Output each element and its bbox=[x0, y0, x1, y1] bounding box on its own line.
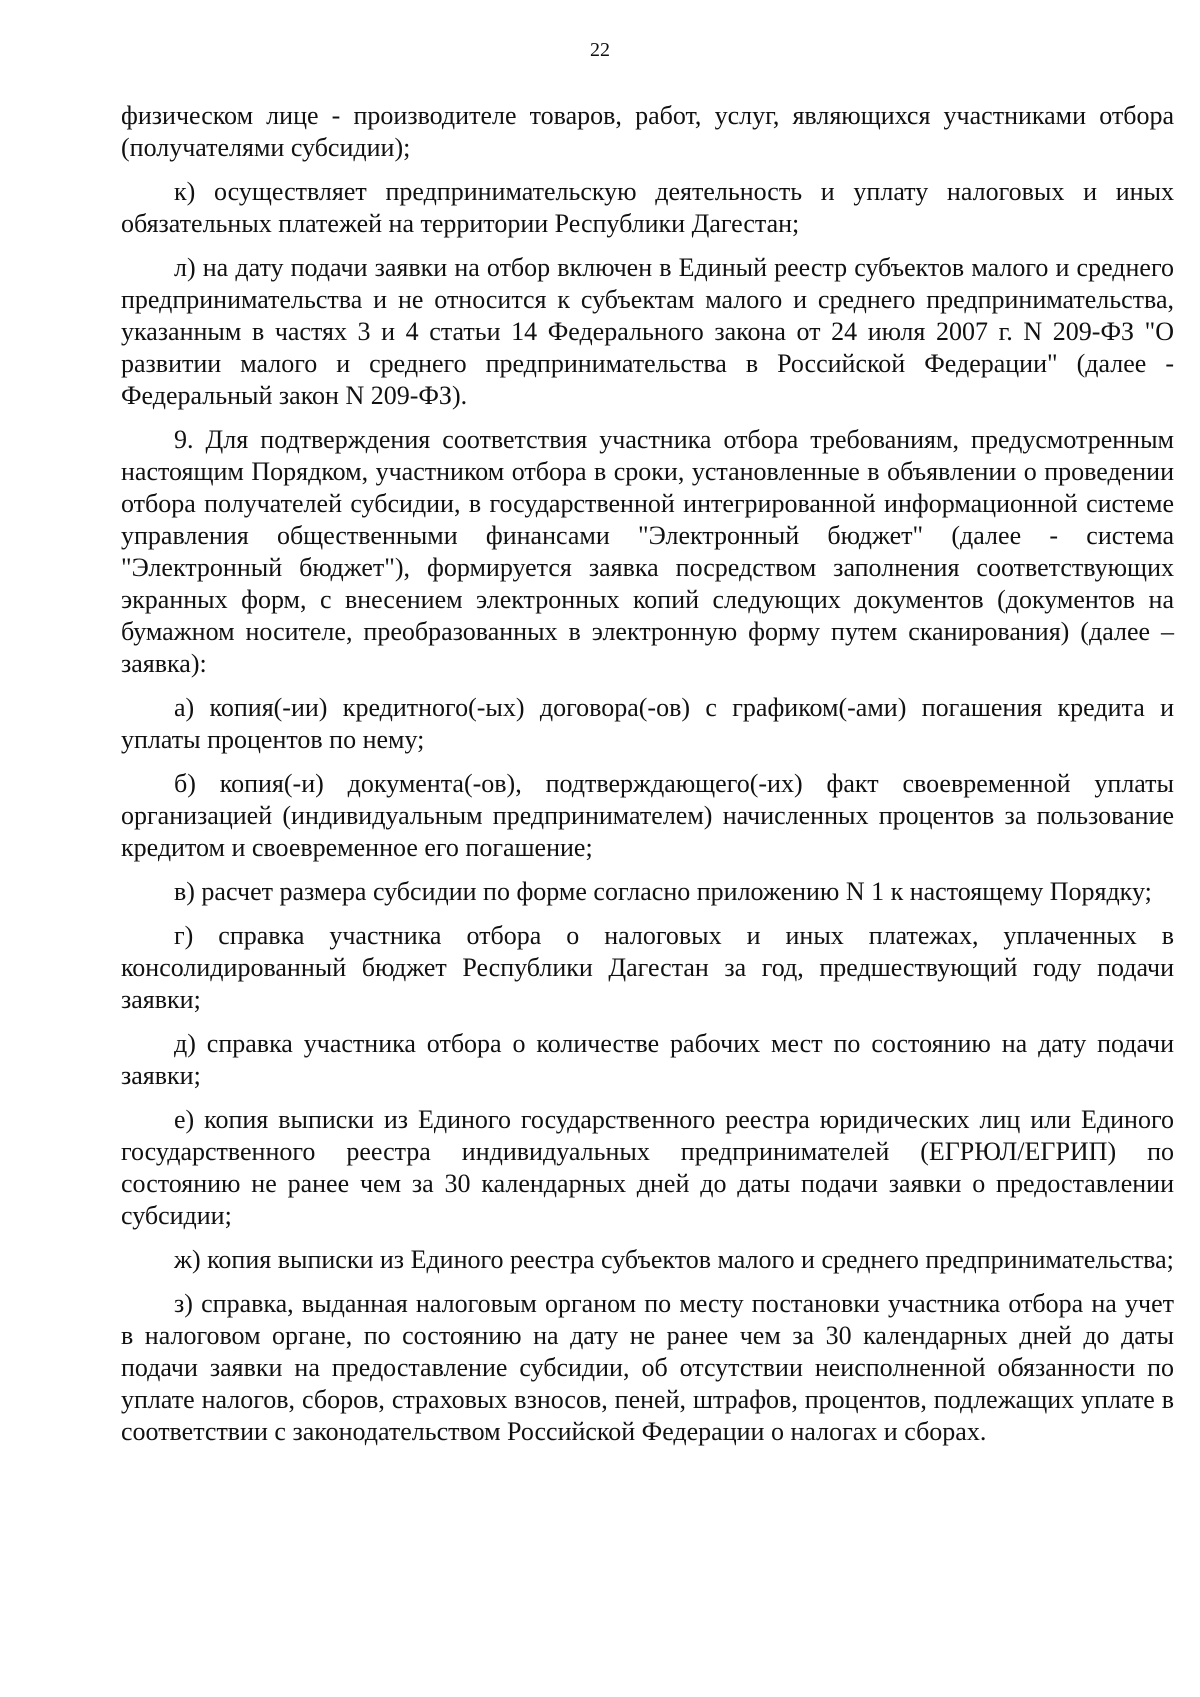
paragraph-item-e: е) копия выписки из Единого государственного реестра юридических лиц или Единого государственного реестра индивидуальных предпринимателей (ЕГРЮЛ/ЕГРИП) по состоянию не ранее чем за 30 календарных дней до даты подачи заявки о предоставлении субсидии; bbox=[121, 1105, 1174, 1230]
paragraph-item-zh: ж) копия выписки из Единого реестра субъектов малого и среднего предпринимательства; bbox=[174, 1245, 1174, 1274]
paragraph-item-b: б) копия(-и) документа(-ов), подтверждающего(-их) факт своевременной уплаты организацией (индивидуальным предпринимателем) начисленных процентов за пользование кредитом и своевременное его погашение; bbox=[121, 769, 1174, 862]
paragraph-item-l: л) на дату подачи заявки на отбор включен в Единый реестр субъектов малого и среднего предпринимательства и не относится к субъектам малого и среднего предпринимательства, указанным в частях 3 и 4 статьи 14 Федерального закона от 24 июля 2007 г. N 209-ФЗ "О развитии малого и среднего предпринимательства в Российской Федерации" (далее - Федеральный закон N 209-ФЗ). bbox=[121, 253, 1174, 410]
paragraph-item-g: г) справка участника отбора о налоговых и иных платежах, уплаченных в консолидированный бюджет Республики Дагестан за год, предшествующий году подачи заявки; bbox=[121, 921, 1174, 1014]
paragraph-item-a: а) копия(-ии) кредитного(-ых) договора(-ов) с графиком(-ами) погашения кредита и уплаты процентов по нему; bbox=[121, 693, 1174, 754]
page-number: 22 bbox=[590, 39, 610, 61]
paragraph-continuation: физическом лице - производителе товаров, работ, услуг, являющихся участниками отбора (получателями субсидии); bbox=[121, 101, 1174, 162]
paragraph-item-v: в) расчет размера субсидии по форме согласно приложению N 1 к настоящему Порядку; bbox=[174, 877, 1152, 906]
paragraph-item-k: к) осуществляет предпринимательскую деятельность и уплату налоговых и иных обязательных платежей на территории Республики Дагестан; bbox=[121, 177, 1174, 238]
paragraph-clause-9: 9. Для подтверждения соответствия участника отбора требованиям, предусмотренным настоящим Порядком, участником отбора в сроки, установленные в объявлении о проведении отбора получателей субсидии, в государственной интегрированной информационной системе управления общественными финансами "Электронный бюджет" (далее - система "Электронный бюджет"), формируется заявка посредством заполнения соответствующих экранных форм, с внесением электронных копий следующих документов (документов на бумажном носителе, преобразованных в электронную форму путем сканирования) (далее – заявка): bbox=[121, 425, 1174, 678]
paragraph-item-d: д) справка участника отбора о количестве рабочих мест по состоянию на дату подачи заявки; bbox=[121, 1029, 1174, 1090]
paragraph-item-z: з) справка, выданная налоговым органом по месту постановки участника отбора на учет в налоговом органе, по состоянию на дату не ранее чем за 30 календарных дней до даты подачи заявки на предоставление субсидии, об отсутствии неисполненной обязанности по уплате налогов, сборов, страховых взносов, пеней, штрафов, процентов, подлежащих уплате в соответствии с законодательством Российской Федерации о налогах и сборах. bbox=[121, 1289, 1174, 1446]
document-body bbox=[121, 100, 1174, 1460]
